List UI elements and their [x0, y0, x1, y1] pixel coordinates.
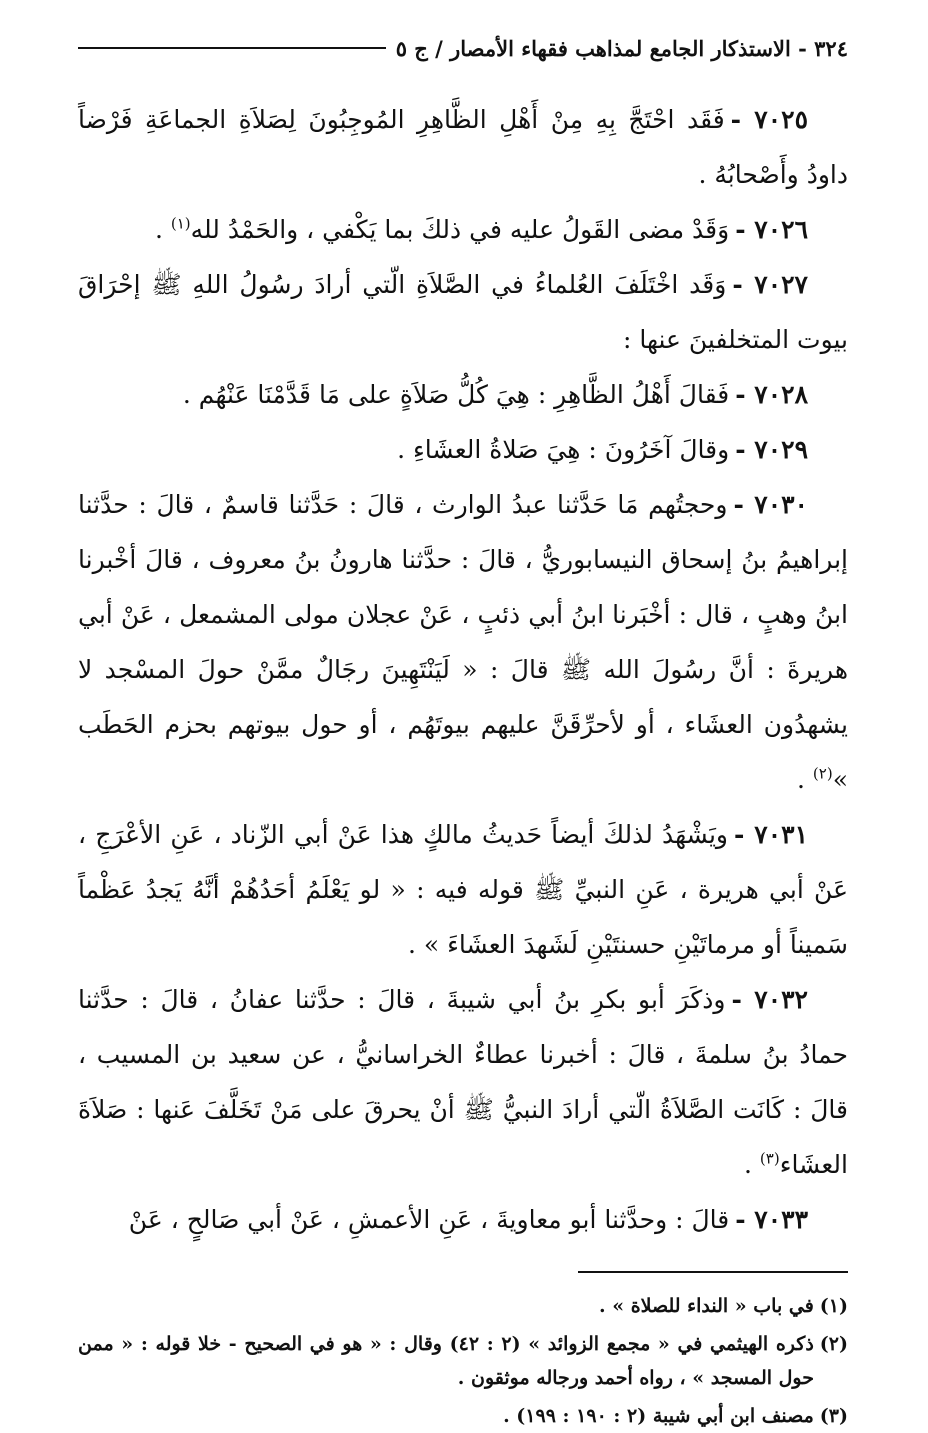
footnotes [78, 1289, 848, 1433]
paragraph-text: وحجتُهم مَا حَدَّثنا عبدُ الوارث ، قالَ : حَدَّثنا قاسمٌ ، قالَ : حدَّثنا إبراهيمُ بنُ إسحاق النيسابوريُّ ، قالَ : حدَّثنا هارونُ بنُ معروف ، قالَ أخْبرنا ابنُ وهبٍ ، قال : أخْبَرنا ابنُ أبي ذئبٍ ، عَنْ عجلان مولى المشمعل ، عَنْ أبي هريرةَ : أنَّ رسُولَ الله ﷺ قالَ : « لَيَنْتَهِينَ رجَالٌ ممَّنْ حولَ المسْجد لا يشهدُون العشَاء ، أو لأحرِّقَنَّ عليهم بيوتَهُم ، أو حول بيوتهم بحزم الحَطَب » [78, 490, 848, 794]
footnote-3 [78, 1399, 848, 1433]
running-head [78, 30, 848, 66]
paragraph-7026 [78, 202, 848, 257]
paragraph-tail: . [154, 215, 171, 244]
paragraph-number: ٧٠٢٥ - [730, 105, 808, 134]
footnote-text: مصنف ابن أبي شيبة (٢ : ١٩٠ : ١٩٩) . [503, 1405, 814, 1427]
paragraph-text: وذكَرَ أبو بكرِ بنُ أبي شيبةَ ، قالَ : حدَّثنا عفانُ ، قالَ : حدَّثنا حمادُ بنُ سلمةَ ، قالَ : أخبرنا عطاءٌ الخراسانيُّ ، عن سعيد بن المسيب ، قالَ : كَانَت الصَّلاَةُ الّتي أرادَ النبيُّ ﷺ أنْ يحرقَ على مَنْ تَخَلَّفَ عَنها : صَلاَةَ العشَاء [78, 985, 848, 1179]
paragraph-text: ويَشْهَدُ لذلكَ أيضاً حَديثُ مالكٍ هذا عَنْ أبي الزّناد ، عَنِ الأعْرَجِ ، عَنْ أبي هريرة ، عَنِ النبيِّ ﷺ قوله فيه : « لو يَعْلَمُ أحَدُهُمْ أنَّهُ يَجدُ عَظْماً سَميناً أو مرماتَيْنِ حسنتَيْنِ لَشَهدَ العشَاءَ » . [78, 820, 848, 959]
footnote-text: في باب « النداء للصلاة » . [599, 1295, 814, 1317]
running-head-rule [78, 47, 386, 49]
paragraph-text: وقالَ آخَرُونَ : هِيَ صَلاةُ العشَاءِ . [397, 435, 730, 464]
paragraph-7032 [78, 972, 848, 1192]
footnote-number: (٣) [819, 1405, 848, 1427]
paragraph-number: ٧٠٢٧ - [732, 270, 808, 299]
paragraph-7033 [78, 1192, 848, 1247]
footnote-reference[interactable]: (٣) [759, 1149, 780, 1168]
paragraph-number: ٧٠٣٠ - [733, 490, 808, 519]
paragraph-text: وَقَدْ مضى القَولُ عليه في ذلكَ بما يَكْفي ، والحَمْدُ لله [190, 215, 730, 244]
footnote-reference[interactable]: (١) [170, 214, 191, 233]
paragraph-tail: . [744, 1150, 760, 1179]
paragraph-7029 [78, 422, 848, 477]
footnote-separator [578, 1271, 848, 1273]
footnote-text: ذكره الهيثمي في « مجمع الزوائد » (٢ : ٤٢) وقال : « هو في الصحيح - خلا قوله : « ممن حول المسجد » ، رواه أحمد ورجاله موثقون . [78, 1333, 814, 1389]
paragraph-number: ٧٠٢٩ - [735, 435, 808, 464]
footnote-number: (١) [819, 1295, 848, 1317]
paragraph-text: قالَ : وحدَّثنا أبو معاويةَ ، عَنِ الأعمشِ ، عَنْ أبي صَالحٍ ، عَنْ [128, 1205, 730, 1234]
paragraph-text: فَقالَ أَهْلُ الظَّاهِرِ : هِيَ كُلُّ صَلاَةٍ على مَا قَدَّمْنَا عَنْهُم . [182, 380, 730, 409]
paragraph-text: فَقَد احْتَجَّ بِهِ مِنْ أَهْلِ الظَّاهِرِ المُوجِبُونَ لِصَلاَةِ الجماعَةِ فَرْضاً داودُ وأَصْحابُهُ . [78, 105, 848, 189]
paragraph-7030 [78, 477, 848, 807]
running-head-text: ٣٢٤ - الاستذكار الجامع لمذاهب فقهاء الأمصار / ج ٥ [395, 35, 848, 61]
footnote-2 [78, 1327, 848, 1395]
document-page [78, 30, 848, 1427]
body-text [78, 92, 848, 1247]
paragraph-number: ٧٠٣٣ - [735, 1205, 808, 1234]
paragraph-7025 [78, 92, 848, 202]
paragraph-7031 [78, 807, 848, 972]
paragraph-tail: . [797, 765, 813, 794]
footnote-number: (٢) [819, 1333, 848, 1355]
paragraph-number: ٧٠٢٨ - [735, 380, 808, 409]
paragraph-number: ٧٠٣٢ - [731, 985, 808, 1014]
footnote-1 [78, 1289, 848, 1323]
paragraph-7027 [78, 257, 848, 367]
paragraph-text: وَقَد اخْتَلَفَ العُلماءُ في الصَّلاَةِ الّتي أرادَ رسُولُ اللهِ ﷺ إحْرَاقَ بيوت المتخلفينَ عنها : [78, 270, 848, 354]
paragraph-7028 [78, 367, 848, 422]
paragraph-number: ٧٠٢٦ - [735, 215, 808, 244]
footnote-reference[interactable]: (٢) [812, 764, 833, 783]
paragraph-number: ٧٠٣١ - [734, 820, 808, 849]
